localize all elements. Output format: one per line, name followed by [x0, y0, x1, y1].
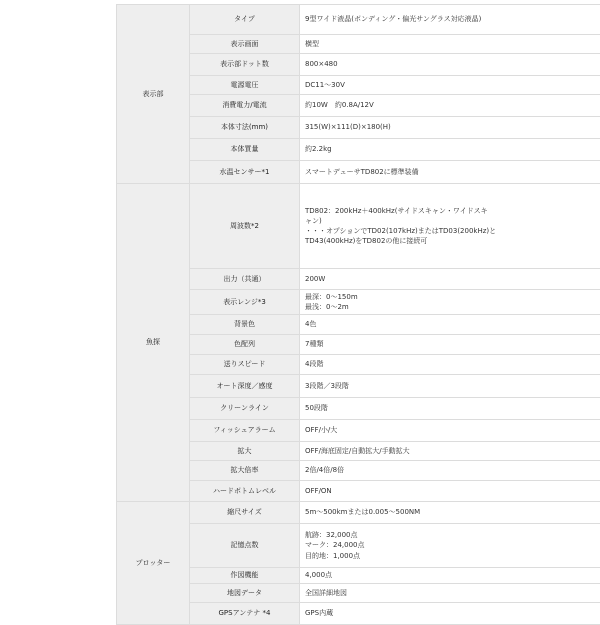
spec-value	[300, 442, 600, 461]
spec-value-line: 全国詳細地図	[305, 588, 599, 598]
table-row	[117, 355, 600, 375]
spec-value-line: 目的地：1,000点	[305, 551, 599, 561]
spec-label: 記憶点数	[190, 524, 300, 568]
table-row	[117, 420, 600, 442]
table-row	[117, 139, 600, 161]
spec-value	[300, 290, 600, 315]
spec-value-line: 3段階／3段階	[305, 381, 599, 391]
table-row	[117, 398, 600, 420]
spec-label: オート深度／感度	[190, 375, 300, 398]
table-row	[117, 184, 600, 269]
spec-value-line: 7種類	[305, 339, 599, 349]
spec-value-line: 2倍/4倍/8倍	[305, 465, 599, 475]
spec-value-line: ャン)	[305, 216, 599, 226]
spec-value-line: TD802：200kHz＋400kHz(サイドスキャン・ワイドスキ	[305, 206, 599, 216]
table-row	[117, 442, 600, 461]
spec-value	[300, 355, 600, 375]
table-row	[117, 315, 600, 335]
spec-value-line: 5m〜500kmまたは0.005〜500NM	[305, 507, 599, 517]
spec-label: 色配列	[190, 335, 300, 355]
spec-value	[300, 76, 600, 95]
spec-value	[300, 398, 600, 420]
spec-value	[300, 502, 600, 524]
spec-label: 消費電力/電流	[190, 95, 300, 117]
spec-value-line: 4,000点	[305, 570, 599, 580]
spec-value	[300, 139, 600, 161]
spec-value-line: 50段階	[305, 403, 599, 413]
spec-value	[300, 184, 600, 269]
table-row	[117, 161, 600, 184]
spec-value-line: 約10W 約0.8A/12V	[305, 100, 599, 110]
spec-label: 電源電圧	[190, 76, 300, 95]
spec-value-line: 最浅：0〜2m	[305, 302, 599, 312]
table-row	[117, 603, 600, 625]
spec-value	[300, 35, 600, 54]
spec-value	[300, 95, 600, 117]
spec-label: 本体質量	[190, 139, 300, 161]
spec-value-line: ・・・オプションでTD02(107kHz)またはTD03(200kHz)と	[305, 226, 599, 236]
spec-value-line: TD43(400kHz)をTD802の他に接続可	[305, 236, 599, 246]
spec-table	[116, 4, 600, 625]
table-row	[117, 502, 600, 524]
spec-value-line: スマートデューサTD802に標準装備	[305, 167, 599, 177]
spec-value	[300, 54, 600, 76]
spec-value-line: 最深：0〜150m	[305, 292, 599, 302]
spec-label: 作図機能	[190, 568, 300, 584]
spec-value-line: 200W	[305, 274, 599, 284]
spec-value	[300, 603, 600, 625]
spec-value-line: 9型ワイド液晶(ボンディング・偏光サングラス対応液晶)	[305, 14, 599, 24]
spec-value-line: 航跡：32,000点	[305, 530, 599, 540]
table-row	[117, 95, 600, 117]
spec-value-line: OFF/海底固定/自動拡大/手動拡大	[305, 446, 599, 456]
section-header: プロッター	[117, 502, 190, 625]
spec-label: 拡大倍率	[190, 461, 300, 481]
spec-value	[300, 5, 600, 35]
spec-label: GPSアンテナ *4	[190, 603, 300, 625]
spec-label: 地図データ	[190, 584, 300, 603]
table-row	[117, 375, 600, 398]
spec-label: フィッシュアラーム	[190, 420, 300, 442]
spec-value-line: OFF/小/大	[305, 425, 599, 435]
spec-value-line: OFF/ON	[305, 486, 599, 496]
table-row	[117, 5, 600, 35]
spec-value-line: 横型	[305, 39, 599, 49]
table-row	[117, 35, 600, 54]
spec-value-line: GPS内蔵	[305, 608, 599, 618]
spec-value	[300, 117, 600, 139]
spec-value-line: 4色	[305, 319, 599, 329]
table-row	[117, 76, 600, 95]
spec-value	[300, 481, 600, 502]
table-row	[117, 568, 600, 584]
section-header: 表示部	[117, 5, 190, 184]
table-row	[117, 481, 600, 502]
spec-label: 背景色	[190, 315, 300, 335]
spec-value-line: DC11〜30V	[305, 80, 599, 90]
spec-label: 出力（共通）	[190, 269, 300, 290]
spec-value-line: 約2.2kg	[305, 144, 599, 154]
table-row	[117, 269, 600, 290]
spec-value	[300, 335, 600, 355]
spec-value-line: マーク：24,000点	[305, 540, 599, 550]
spec-label: タイプ	[190, 5, 300, 35]
section-header: 魚探	[117, 184, 190, 502]
table-row	[117, 290, 600, 315]
spec-value-line: 800×480	[305, 59, 599, 69]
spec-value-line: 315(W)×111(D)×180(H)	[305, 122, 599, 132]
spec-value	[300, 375, 600, 398]
spec-label: 表示部ドット数	[190, 54, 300, 76]
spec-label: ハードボトムレベル	[190, 481, 300, 502]
spec-label: 水温センサー*1	[190, 161, 300, 184]
table-row	[117, 461, 600, 481]
spec-value-line: 4段階	[305, 359, 599, 369]
spec-value	[300, 461, 600, 481]
spec-value	[300, 524, 600, 568]
spec-label: 周波数*2	[190, 184, 300, 269]
spec-label: 表示レンジ*3	[190, 290, 300, 315]
spec-value	[300, 420, 600, 442]
spec-label: 表示画面	[190, 35, 300, 54]
table-row	[117, 524, 600, 568]
spec-table-body	[117, 5, 600, 625]
spec-value	[300, 568, 600, 584]
spec-value	[300, 269, 600, 290]
spec-label: 本体寸法(mm)	[190, 117, 300, 139]
spec-label: 縮尺サイズ	[190, 502, 300, 524]
table-row	[117, 335, 600, 355]
spec-label: 拡大	[190, 442, 300, 461]
spec-value	[300, 315, 600, 335]
spec-value	[300, 161, 600, 184]
spec-label: クリーンライン	[190, 398, 300, 420]
table-row	[117, 117, 600, 139]
table-row	[117, 54, 600, 76]
spec-label: 送りスピード	[190, 355, 300, 375]
